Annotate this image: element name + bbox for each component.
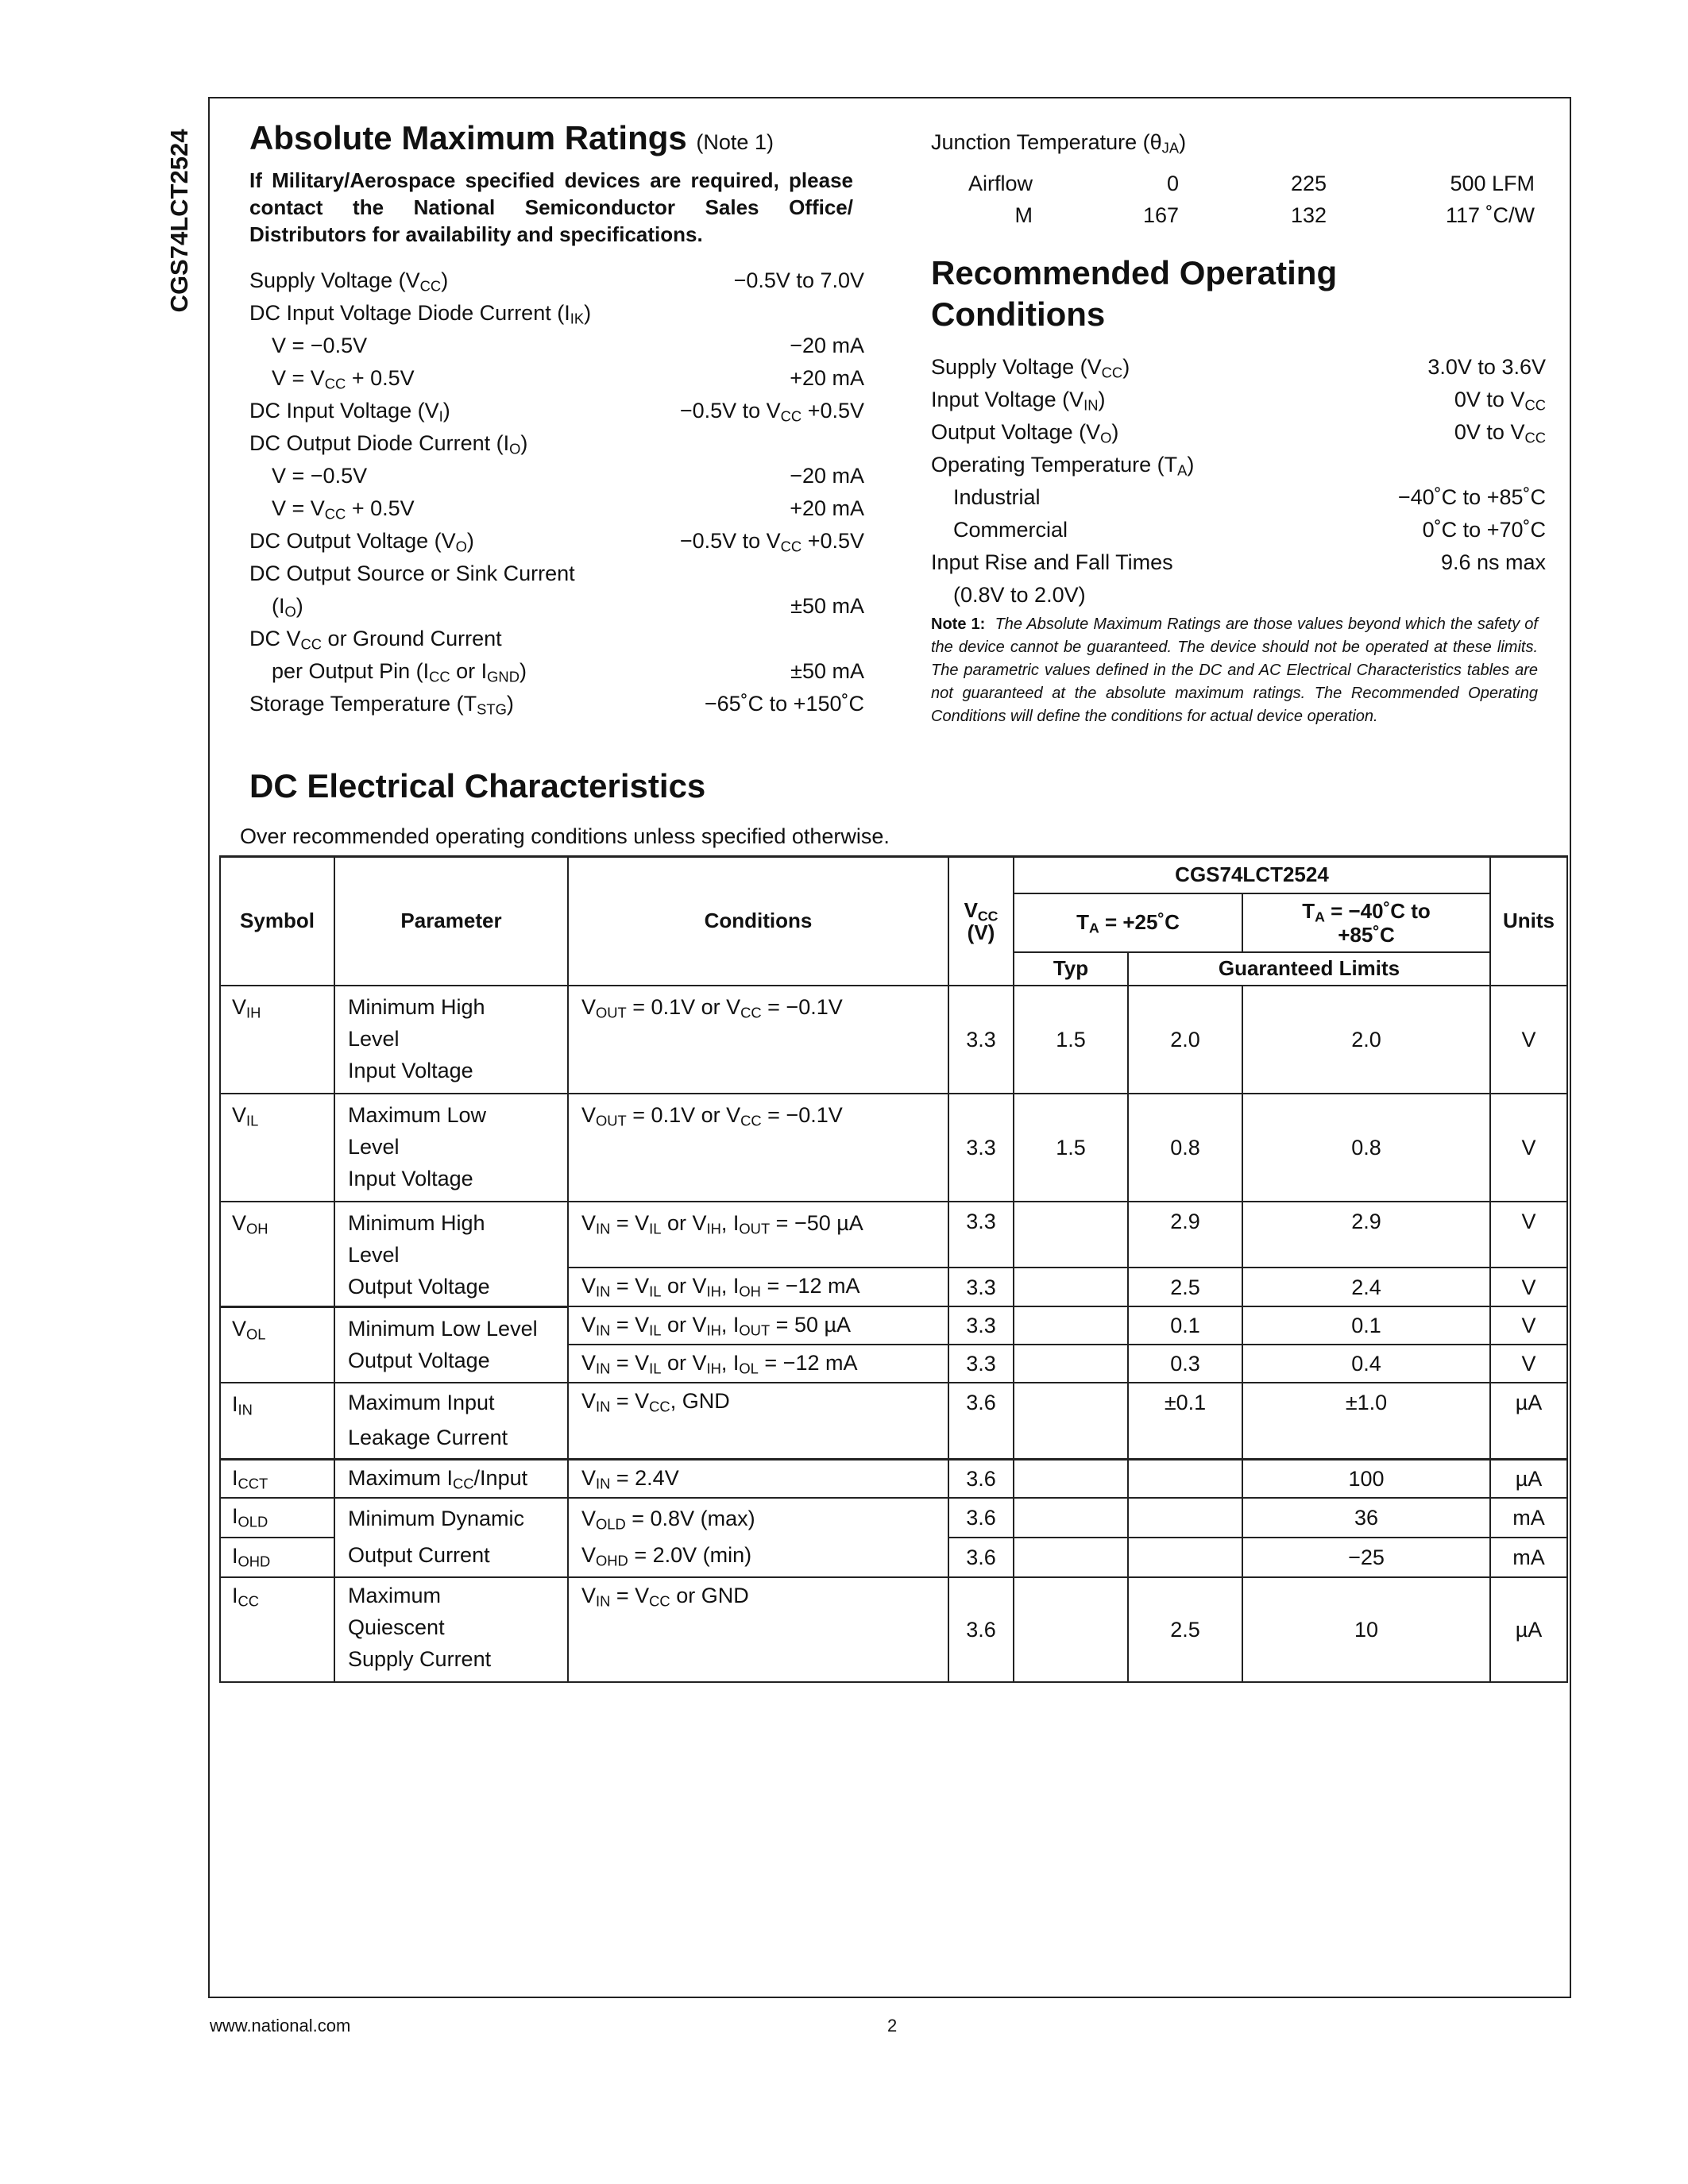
rec-op-value: 0V to $V_{CC}$ xyxy=(1454,420,1546,446)
cell-parameter: Maximum Input Leakage Current xyxy=(334,1383,568,1460)
military-note: If Military/Aerospace specified devices are required, please contact the National Semiconductor Sales Office/ Distributors for availability and specifications. xyxy=(249,168,853,246)
cell-parameter: Maximum Low Level Input Voltage xyxy=(334,1094,568,1202)
rec-op-label: Input Rise and Fall Times xyxy=(931,550,1173,574)
dc-title: DC Electrical Characteristics xyxy=(249,767,706,805)
rec-op-value: 3.0V to 3.6V xyxy=(1427,355,1546,379)
cell-parameter xyxy=(334,1306,568,1383)
cell-conditions-a: $V_{OLD} = 0.8V$ (max) xyxy=(581,1507,755,1533)
rec-op-label: Industrial xyxy=(953,485,1041,509)
cell-limit-25: 2.9 xyxy=(1128,1202,1242,1268)
cell-units: V xyxy=(1490,1268,1567,1306)
rec-op-title-line2: Conditions xyxy=(931,295,1106,333)
abs-max-value: ±50 mA xyxy=(790,659,864,683)
cell-units: V xyxy=(1490,1094,1567,1202)
cell-limit-25: 2.5 xyxy=(1128,1268,1242,1306)
cell-limit-range: 2.9 xyxy=(1242,1202,1490,1268)
cell-typ xyxy=(1014,1306,1128,1345)
rec-op-value: 9.6 ns max xyxy=(1440,550,1546,574)
cell-symbol: $I_{OLD}$ xyxy=(220,1498,334,1538)
cell-symbol: $V_{IL}$ xyxy=(220,1094,334,1202)
cell-units: V xyxy=(1490,1306,1567,1345)
note-1 xyxy=(931,613,1538,728)
footer-website[interactable]: www.national.com xyxy=(210,2016,351,2035)
cell-symbol: $V_{IH}$ xyxy=(220,986,334,1094)
cell-typ xyxy=(1014,1345,1128,1383)
cell-typ: 1.5 xyxy=(1014,1094,1128,1202)
header-units: Units xyxy=(1490,857,1567,986)
junction-cell: 0 xyxy=(1166,172,1179,195)
table-row-iold xyxy=(220,1498,1567,1538)
abs-max-row xyxy=(249,558,864,589)
abs-max-label: V = −0.5V xyxy=(272,464,368,488)
cell-parameter-b: Output Voltage xyxy=(348,1274,490,1298)
cell-units: V xyxy=(1490,986,1567,1094)
cell-vcc: 3.6 xyxy=(948,1460,1014,1499)
abs-max-title xyxy=(249,118,774,163)
cell-typ xyxy=(1014,1577,1128,1682)
table-header-row-1 xyxy=(220,857,1567,893)
cell-limit-25: 0.1 xyxy=(1128,1306,1242,1345)
abs-max-label: DC Input Voltage $(V_I)$ xyxy=(249,399,450,425)
cell-symbol: $I_{CC}$ xyxy=(220,1577,334,1682)
cell-symbol: $I_{IN}$ xyxy=(220,1383,334,1460)
table-row-voh-a xyxy=(220,1202,1567,1268)
header-device: CGS74LCT2524 xyxy=(1014,857,1490,893)
rec-op-value: 0˚C to +70˚C xyxy=(1422,518,1546,542)
junction-label: Junction Temperature $(\theta_{JA})$ xyxy=(931,130,1187,156)
header-ta-range: $T_A$ = −40˚C to +85˚C xyxy=(1242,893,1490,952)
table-row-icct xyxy=(220,1460,1567,1499)
rec-op-label: (0.8V to 2.0V) xyxy=(953,583,1086,607)
rec-op-label: Operating Temperature $(T_A)$ xyxy=(931,453,1195,479)
cell-vcc: 3.6 xyxy=(948,1383,1014,1460)
junction-row xyxy=(931,168,1539,199)
cell-typ xyxy=(1014,1498,1128,1538)
rec-op-label: Commercial xyxy=(953,518,1068,542)
junction-cell: 117 ˚C/W xyxy=(1445,203,1535,227)
cell-symbol: $I_{OHD}$ xyxy=(220,1538,334,1577)
junction-row xyxy=(931,200,1539,230)
rec-op-value: −40˚C to +85˚C xyxy=(1397,485,1546,509)
cell-vcc: 3.3 xyxy=(948,1345,1014,1383)
cell-limit-range: 2.0 xyxy=(1242,986,1490,1094)
cell-vcc: 3.3 xyxy=(948,1094,1014,1202)
cell-symbol: $V_{OL}$ xyxy=(220,1306,334,1383)
cell-limit-25: 2.0 xyxy=(1128,986,1242,1094)
abs-max-label: Storage Temperature $(T_{STG})$ xyxy=(249,692,514,718)
side-part-number xyxy=(164,94,195,348)
abs-max-row xyxy=(249,525,864,557)
junction-cell: 225 xyxy=(1290,172,1327,195)
cell-typ xyxy=(1014,1268,1128,1306)
abs-max-value: −0.5V to $V_{CC} +0.5V$ xyxy=(679,399,864,425)
rec-op-title-line1: Recommended Operating xyxy=(931,254,1338,291)
abs-max-label: V = −0.5V xyxy=(272,334,368,357)
abs-max-row xyxy=(249,362,864,394)
rec-op-label: Output Voltage $(V_O)$ xyxy=(931,420,1119,446)
abs-max-row xyxy=(249,427,864,459)
cell-typ xyxy=(1014,1460,1128,1499)
junction-cell: Airflow xyxy=(968,172,1033,195)
rec-op-label: Supply Voltage $(V_{CC})$ xyxy=(931,355,1130,381)
abs-max-row xyxy=(249,590,864,622)
cell-limit-25 xyxy=(1128,1538,1242,1577)
abs-max-label: DC Output Diode Current $(I_O)$ xyxy=(249,431,528,457)
header-typ: Typ xyxy=(1014,952,1128,986)
cell-vcc: 3.6 xyxy=(948,1577,1014,1682)
cell-conditions: $V_{OUT} = 0.1V$ or $V_{CC} = -0.1V$ xyxy=(568,986,948,1094)
header-conditions: Conditions xyxy=(568,857,948,986)
abs-max-value: −20 mA xyxy=(790,464,864,488)
abs-max-row xyxy=(249,623,864,654)
cell-vcc: 3.6 xyxy=(948,1538,1014,1577)
abs-max-label: per Output Pin ($I_{CC}$ or $I_{GND}$) xyxy=(272,659,527,685)
cell-parameter-b: Output Voltage xyxy=(348,1348,490,1372)
cell-limit-range: 2.4 xyxy=(1242,1268,1490,1306)
abs-max-row xyxy=(249,460,864,492)
abs-max-row xyxy=(249,330,864,361)
rec-op-row xyxy=(931,481,1546,513)
abs-max-row xyxy=(249,492,864,524)
abs-max-row xyxy=(249,264,864,296)
cell-limit-25: 2.5 xyxy=(1128,1577,1242,1682)
cell-conditions-b: $V_{OHD} = 2.0V$ (min) xyxy=(581,1543,752,1569)
header-parameter: Parameter xyxy=(334,857,568,986)
cell-vcc: 3.3 xyxy=(948,1268,1014,1306)
cell-conditions: $V_{IN} = 2.4V$ xyxy=(568,1460,948,1499)
header-guaranteed: Guaranteed Limits xyxy=(1128,952,1490,986)
cell-conditions: $V_{OUT} = 0.1V$ or $V_{CC} = -0.1V$ xyxy=(568,1094,948,1202)
cell-parameter-b: Output Current xyxy=(348,1543,490,1567)
rec-op-value: 0V to $V_{CC}$ xyxy=(1454,388,1546,414)
cell-limit-25: ±0.1 xyxy=(1128,1383,1242,1460)
cell-conditions: $V_{IN} = V_{CC}$, GND xyxy=(568,1383,948,1460)
abs-max-value: −20 mA xyxy=(790,334,864,357)
cell-limit-25: 0.3 xyxy=(1128,1345,1242,1383)
cell-conditions: $V_{IN} = V_{IL}$ or $V_{IH}$, $I_{OH} = -12$ mA xyxy=(568,1268,948,1306)
abs-max-label: $(I_O)$ xyxy=(272,594,303,620)
table-row-iin xyxy=(220,1383,1567,1460)
abs-max-label: DC $V_{CC}$ or Ground Current xyxy=(249,627,502,653)
header-vcc: $V_{CC}$ (V) xyxy=(948,857,1014,986)
table-row-vih xyxy=(220,986,1567,1094)
cell-symbol: $V_{OH}$ xyxy=(220,1202,334,1307)
cell-parameter: Maximum Quiescent Supply Current xyxy=(334,1577,568,1682)
cell-limit-range: 36 xyxy=(1242,1498,1490,1538)
rec-op-row xyxy=(931,351,1546,383)
cell-typ: 1.5 xyxy=(1014,986,1128,1094)
cell-units: µA xyxy=(1490,1577,1567,1682)
footer-page-number: 2 xyxy=(887,2016,898,2035)
abs-max-value: +20 mA xyxy=(790,366,864,390)
rec-op-title xyxy=(931,253,1337,335)
rec-op-row xyxy=(931,449,1546,480)
rec-op-label: Input Voltage $(V_{IN})$ xyxy=(931,388,1106,414)
abs-max-row xyxy=(249,688,864,720)
cell-units: mA xyxy=(1490,1538,1567,1577)
cell-conditions xyxy=(568,1498,948,1577)
cell-parameter: Minimum High Level Input Voltage xyxy=(334,986,568,1094)
cell-conditions: $V_{IN} = V_{IL}$ or $V_{IH}$, $I_{OUT} = -50$ µA xyxy=(568,1202,948,1268)
side-part-number-text: CGS74LCT2524 xyxy=(165,129,193,313)
rec-op-row xyxy=(931,546,1546,578)
cell-limit-range: −25 xyxy=(1242,1538,1490,1577)
abs-max-value: −65˚C to +150˚C xyxy=(704,692,864,716)
rec-op-row xyxy=(931,416,1546,448)
cell-limit-range: 0.4 xyxy=(1242,1345,1490,1383)
cell-parameter xyxy=(334,1498,568,1577)
abs-max-value: −0.5V to $V_{CC} +0.5V$ xyxy=(679,529,864,555)
abs-max-label: DC Output Source or Sink Current xyxy=(249,561,575,585)
cell-parameter-a: Minimum Dynamic xyxy=(348,1507,525,1530)
table-row-icc xyxy=(220,1577,1567,1682)
cell-limit-range: 0.8 xyxy=(1242,1094,1490,1202)
abs-max-label: Supply Voltage $(V_{CC})$ xyxy=(249,268,449,295)
table-row-vol-a xyxy=(220,1306,1567,1345)
cell-conditions: $V_{IN} = V_{IL}$ or $V_{IH}$, $I_{OUT} = 50$ µA xyxy=(568,1306,948,1345)
cell-symbol: $I_{CCT}$ xyxy=(220,1460,334,1499)
note-1-label: Note 1: xyxy=(931,615,986,633)
abs-max-row xyxy=(249,395,864,426)
abs-max-row xyxy=(249,297,864,329)
cell-parameter-a: Minimum Low Level xyxy=(348,1316,538,1341)
header-symbol: Symbol xyxy=(220,857,334,986)
abs-max-value: −0.5V to 7.0V xyxy=(733,268,864,292)
cell-typ xyxy=(1014,1383,1128,1460)
junction-cell: 167 xyxy=(1142,203,1179,227)
cell-limit-range: 10 xyxy=(1242,1577,1490,1682)
abs-max-note-ref: (Note 1) xyxy=(696,130,774,154)
cell-units: mA xyxy=(1490,1498,1567,1538)
cell-limit-range: 100 xyxy=(1242,1460,1490,1499)
dc-subtitle: Over recommended operating conditions unless specified otherwise. xyxy=(240,824,890,848)
cell-units: µA xyxy=(1490,1460,1567,1499)
cell-units: V xyxy=(1490,1202,1567,1268)
cell-limit-25: 0.8 xyxy=(1128,1094,1242,1202)
cell-units: V xyxy=(1490,1345,1567,1383)
cell-typ xyxy=(1014,1202,1128,1268)
cell-parameter-a: Minimum High Level xyxy=(348,1210,485,1267)
cell-limit-25 xyxy=(1128,1498,1242,1538)
table-row-vil xyxy=(220,1094,1567,1202)
cell-limit-range: ±1.0 xyxy=(1242,1383,1490,1460)
note-1-text: The Absolute Maximum Ratings are those values beyond which the safety of the device cannot be guaranteed. The device should not be operated at these limits. The parametric values defined in the DC and AC Electrical Characteristics tables are not guaranteed at the absolute maximum ratings. The Recommended Operating Conditions will define the conditions for actual device operation. xyxy=(931,615,1538,725)
cell-limit-range: 0.1 xyxy=(1242,1306,1490,1345)
rec-op-row xyxy=(931,514,1546,546)
cell-vcc: 3.3 xyxy=(948,1306,1014,1345)
cell-parameter: Maximum $I_{CC}$/Input xyxy=(334,1460,568,1499)
junction-cell: M xyxy=(1014,203,1033,227)
cell-vcc: 3.6 xyxy=(948,1498,1014,1538)
cell-parameter xyxy=(334,1202,568,1307)
header-ta-25: $T_A$ = +25˚C xyxy=(1014,893,1242,952)
cell-typ xyxy=(1014,1538,1128,1577)
junction-cell: 132 xyxy=(1290,203,1327,227)
rec-op-row xyxy=(931,579,1546,611)
abs-max-title-text: Absolute Maximum Ratings xyxy=(249,119,687,156)
junction-cell: 500 LFM xyxy=(1450,172,1535,195)
rec-op-row xyxy=(931,384,1546,415)
abs-max-label: $V = V_{CC} + 0.5V$ xyxy=(272,496,415,523)
dc-characteristics-table xyxy=(219,855,1568,1683)
cell-vcc: 3.3 xyxy=(948,1202,1014,1268)
cell-limit-25 xyxy=(1128,1460,1242,1499)
abs-max-label: DC Output Voltage $(V_O)$ xyxy=(249,529,474,555)
abs-max-row xyxy=(249,655,864,687)
abs-max-value: ±50 mA xyxy=(790,594,864,618)
cell-conditions: $V_{IN} = V_{IL}$ or $V_{IH}$, $I_{OL} = -12$ mA xyxy=(568,1345,948,1383)
abs-max-label: $V = V_{CC} + 0.5V$ xyxy=(272,366,415,392)
cell-units: µA xyxy=(1490,1383,1567,1460)
cell-conditions: $V_{IN} = V_{CC}$ or GND xyxy=(568,1577,948,1682)
cell-vcc: 3.3 xyxy=(948,986,1014,1094)
abs-max-value: +20 mA xyxy=(790,496,864,520)
abs-max-label: DC Input Voltage Diode Current $(I_{IK})$ xyxy=(249,301,592,327)
